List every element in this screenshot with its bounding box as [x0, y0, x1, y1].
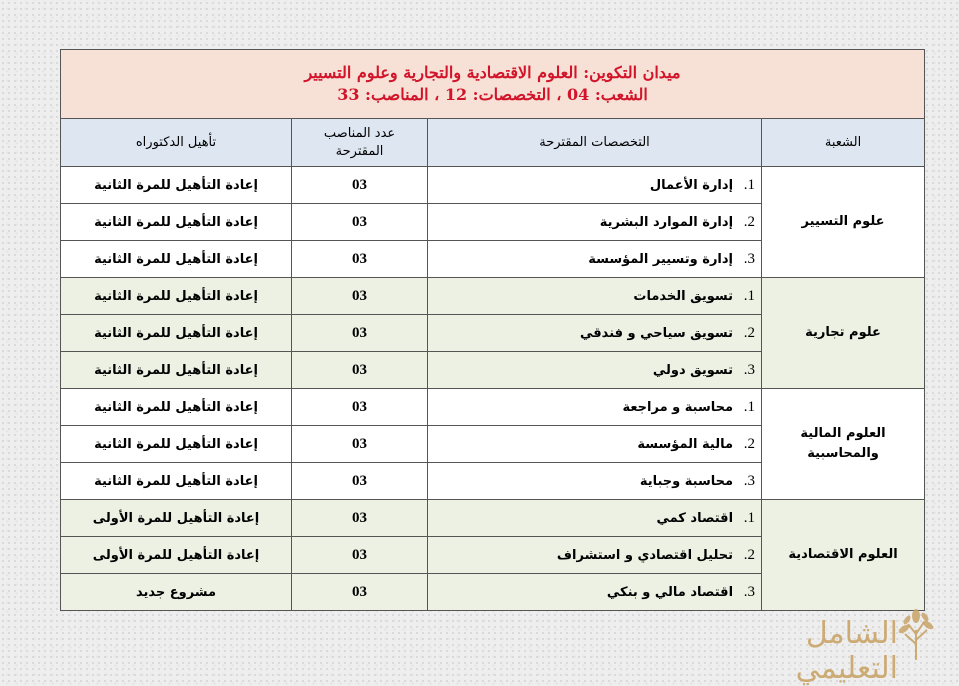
programs-table	[60, 49, 925, 611]
specialty-cell	[428, 167, 762, 204]
specialty-name: محاسبة و مراجعة	[622, 399, 734, 415]
table-row	[61, 167, 925, 204]
col-positions: عدد المناصب المقترحة	[292, 119, 428, 167]
specialty-name: اقتصاد كمي	[656, 510, 734, 526]
specialty-cell	[428, 426, 762, 463]
positions-cell: 03	[292, 241, 428, 278]
row-index: 3.	[743, 250, 756, 267]
row-index: 2.	[743, 213, 756, 230]
header-line-1: ميدان التكوين: العلوم الاقتصادية والتجارية وعلوم التسيير	[304, 63, 681, 82]
qualification-cell: إعادة التأهيل للمرة الثانية	[61, 315, 292, 352]
qualification-cell: مشروع جديد	[61, 574, 292, 611]
row-index: 2.	[743, 546, 756, 563]
row-index: 2.	[743, 435, 756, 452]
qualification-cell: إعادة التأهيل للمرة الأولى	[61, 537, 292, 574]
specialty-name: محاسبة وجباية	[639, 473, 734, 489]
specialty-cell	[428, 315, 762, 352]
row-index: 3.	[743, 583, 756, 600]
row-index: 1.	[743, 176, 756, 193]
row-index: 1.	[743, 287, 756, 304]
positions-cell: 03	[292, 167, 428, 204]
header-line-2: الشعب: 04 ، التخصصات: 12 ، المناصب: 33	[337, 85, 648, 104]
specialty-cell	[428, 352, 762, 389]
table-row	[61, 389, 925, 426]
specialty-name: اقتصاد مالي و بنكي	[606, 584, 734, 600]
watermark-logo	[696, 604, 936, 686]
branch-cell: العلوم المالية والمحاسبية	[762, 389, 925, 500]
branch-cell: العلوم الاقتصادية	[762, 500, 925, 611]
positions-cell: 03	[292, 204, 428, 241]
specialty-name: إدارة الأعمال	[649, 177, 734, 193]
specialty-name: تسويق سياحي و فندقي	[580, 325, 734, 341]
table-header	[61, 50, 925, 119]
qualification-cell: إعادة التأهيل للمرة الثانية	[61, 241, 292, 278]
row-index: 3.	[743, 472, 756, 489]
positions-cell: 03	[292, 352, 428, 389]
specialty-name: تحليل اقتصادي و استشراف	[556, 547, 734, 563]
qualification-cell: إعادة التأهيل للمرة الثانية	[61, 278, 292, 315]
table-row	[61, 500, 925, 537]
specialty-cell	[428, 500, 762, 537]
specialty-name: إدارة الموارد البشرية	[599, 214, 734, 230]
specialty-cell	[428, 204, 762, 241]
qualification-cell: إعادة التأهيل للمرة الثانية	[61, 204, 292, 241]
branch-cell: علوم التسيير	[762, 167, 925, 278]
positions-cell: 03	[292, 278, 428, 315]
specialty-name: تسويق الخدمات	[633, 288, 734, 304]
watermark-text: الشامل التعليمي	[795, 616, 898, 686]
col-specialties: التخصصات المقترحة	[428, 119, 762, 167]
document	[60, 49, 924, 611]
row-index: 2.	[743, 324, 756, 341]
branch-cell: علوم تجارية	[762, 278, 925, 389]
tree-icon	[896, 604, 936, 664]
specialty-name: مالية المؤسسة	[637, 436, 734, 452]
specialty-cell	[428, 463, 762, 500]
specialty-cell	[428, 241, 762, 278]
column-headers	[61, 119, 925, 167]
positions-cell: 03	[292, 574, 428, 611]
positions-cell: 03	[292, 315, 428, 352]
positions-cell: 03	[292, 500, 428, 537]
specialty-cell	[428, 537, 762, 574]
specialty-cell	[428, 278, 762, 315]
qualification-cell: إعادة التأهيل للمرة الثانية	[61, 352, 292, 389]
qualification-cell: إعادة التأهيل للمرة الثانية	[61, 463, 292, 500]
table-row	[61, 278, 925, 315]
qualification-cell: إعادة التأهيل للمرة الأولى	[61, 500, 292, 537]
row-index: 1.	[743, 509, 756, 526]
col-branch: الشعبة	[762, 119, 925, 167]
positions-cell: 03	[292, 463, 428, 500]
positions-cell: 03	[292, 426, 428, 463]
qualification-cell: إعادة التأهيل للمرة الثانية	[61, 389, 292, 426]
col-qualification: تأهيل الدكتوراه	[61, 119, 292, 167]
qualification-cell: إعادة التأهيل للمرة الثانية	[61, 167, 292, 204]
positions-cell: 03	[292, 389, 428, 426]
specialty-cell	[428, 389, 762, 426]
row-index: 1.	[743, 398, 756, 415]
specialty-name: إدارة وتسيير المؤسسة	[588, 251, 734, 267]
specialty-name: تسويق دولي	[652, 362, 734, 378]
positions-cell: 03	[292, 537, 428, 574]
qualification-cell: إعادة التأهيل للمرة الثانية	[61, 426, 292, 463]
row-index: 3.	[743, 361, 756, 378]
